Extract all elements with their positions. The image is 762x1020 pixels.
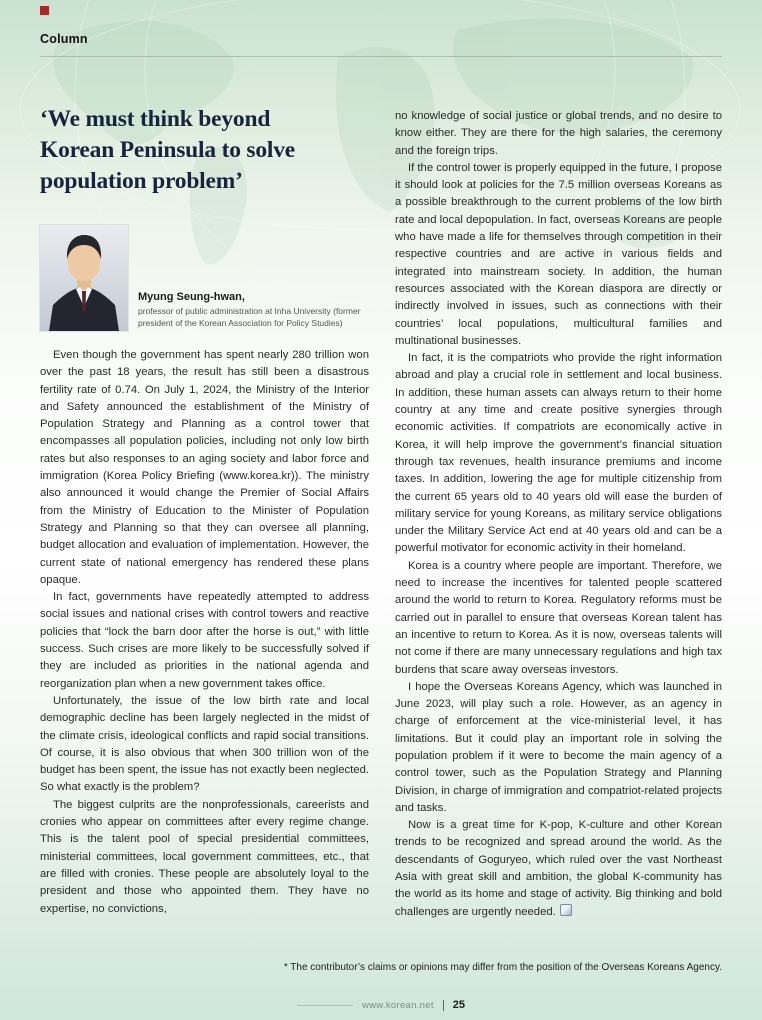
- author-block: [40, 225, 369, 331]
- page-footer: [0, 999, 762, 1011]
- author-caption: [138, 291, 369, 331]
- author-bio: professor of public administration at Inha University (former president of the Korean Association for Policy Studies): [138, 306, 361, 328]
- paragraph-left-1: Even though the government has spent nearly 280 trillion won over the past 18 years, the result has still been a disastrous fertility rate of 0.74. On July 1, 2024, the Ministry of the Interior and Safety announced the establishment of the Ministry of Population Strategy and Planning as a control tower that encompasses all population policies, including not only low birth rates but also responses to an aging society and labor force and immigration (Korea Policy Briefing (www.korea.kr)). The ministry also announced it would change the Premier of Social Affairs from the Ministry of Education to the Minister of Population Strategy and Planning so that they can oversee all planning, budget allocation and evaluation of implementation. However, the current state of national emergency has rendered these plans opaque.: [40, 349, 369, 586]
- footer-website: www.korean.net: [361, 999, 434, 1011]
- page-number: 25: [452, 999, 466, 1011]
- paragraph-right-6: [395, 817, 722, 921]
- paragraph-right-5: I hope the Overseas Koreans Agency, which was launched in June 2023, will play such a role. However, as an agency in charge of enforcement at the vice-ministerial level, it has limitations. But it could play an important role in solving the population problem if it were to become the main agency of a control tower, such as the Population Strategy and Planning Division, in charge of immigration and compatriot-related projects and tasks.: [395, 680, 722, 814]
- section-kicker: Column: [40, 32, 88, 46]
- title-line-1: ‘We must think beyond: [40, 106, 271, 132]
- contributor-disclaimer: * The contributor’s claims or opinions may differ from the position of the Overseas Koreans Agency.: [283, 962, 722, 973]
- paragraph-right-3: In fact, it is the compatriots who provide the right information abroad and play a crucial role in settlement and local business. In addition, these human assets can always return to their home country at any time and create positive synergies through economic activities. If compatriots are economically active in Korea, it will help improve the government’s financial situation through tax revenues, health insurance premiums and income taxes. In addition, lowering the age for multiple citizenship from the current 65 years old to 40 years old will ease the burden of military service for young Koreans, as military service obligations under the Military Service Act end at 40 years old and can be a powerful motivator for economic activity in their homeland.: [395, 352, 722, 555]
- paragraph-right-4: Korea is a country where people are important. Therefore, we need to increase the incentives for talented people scattered around the world to return to Korea. Regulatory reforms must be carried out in parallel to ensure that overseas Korean talent has an incentive to return to Korea. As it is now, overseas talents will not come if there are many unnecessary regulations and high tax burdens that scare away overseas investors.: [395, 559, 722, 676]
- paragraph-right-2: If the control tower is properly equipped in the future, I propose it should look at policies for the 7.5 million overseas Koreans as a possible breakthrough to the current problems of the low birth rate and local depopulation. In fact, overseas Koreans are people who have made a life for themselves through competition in their respective countries and are active in various fields and integrated into mainstream society. In addition, the human resources associated with the Korean diaspora are directly or indirectly involved in issues, such as connections with their countries’ local populations, multicultural families and multinational businesses.: [395, 161, 722, 347]
- paragraph-left-2: In fact, governments have repeatedly attempted to address social issues and national crises with control towers and reactive policies that “lock the barn door after the horse is out,” with little success. Such crises are more likely to be successfully solved if they are included as priorities in the national agenda and reorganization plan when a new government takes office.: [40, 591, 369, 690]
- paragraph-right-1: no knowledge of social justice or global trends, and no desire to know either. They are there for the high salaries, the ceremony and the foreign trips.: [395, 110, 722, 157]
- title-line-3: population problem’: [40, 168, 243, 194]
- author-photo: [40, 225, 128, 331]
- article-title: [40, 104, 369, 197]
- footer-rule: [297, 1005, 353, 1006]
- paragraph-left-3: Unfortunately, the issue of the low birth rate and local demographic decline has been largely neglected in the midst of the climate crisis, ideological conflicts and rapid social transitions. Of course, it is also obvious that when 300 trillion won of the budget has been spent, the issue has not exactly been neglected. So what exactly is the problem?: [40, 694, 369, 794]
- author-name: Myung Seung-hwan,: [138, 291, 245, 303]
- article-end-icon: [560, 904, 572, 916]
- author-portrait-graphic: [40, 225, 128, 331]
- corner-accent-square: [40, 6, 49, 15]
- right-column: [395, 108, 722, 921]
- title-line-2: Korean Peninsula to solve: [40, 137, 296, 163]
- header-rule: [40, 56, 722, 57]
- footer-divider: [443, 1000, 444, 1011]
- left-column: [40, 104, 369, 918]
- paragraph-right-6-text: Now is a great time for K-pop, K-culture and other Korean trends to be recognized and spread around the world. As the descendants of Goguryeo, which ruled over the vast Northeast Asia with great skill and ambition, the global K-community has the world as its home and stage of activity. Big thinking and bold challenges are urgently needed.: [395, 819, 722, 918]
- paragraph-left-4: The biggest culprits are the nonprofessionals, careerists and cronies who appear on committees after every regime change. This is the talent pool of special presidential committees, ministerial committees, local government committees, etc., that are filled with cronies. These people are absolutely loyal to the president and those who appointed them. They have no expertise, no convictions,: [40, 798, 369, 915]
